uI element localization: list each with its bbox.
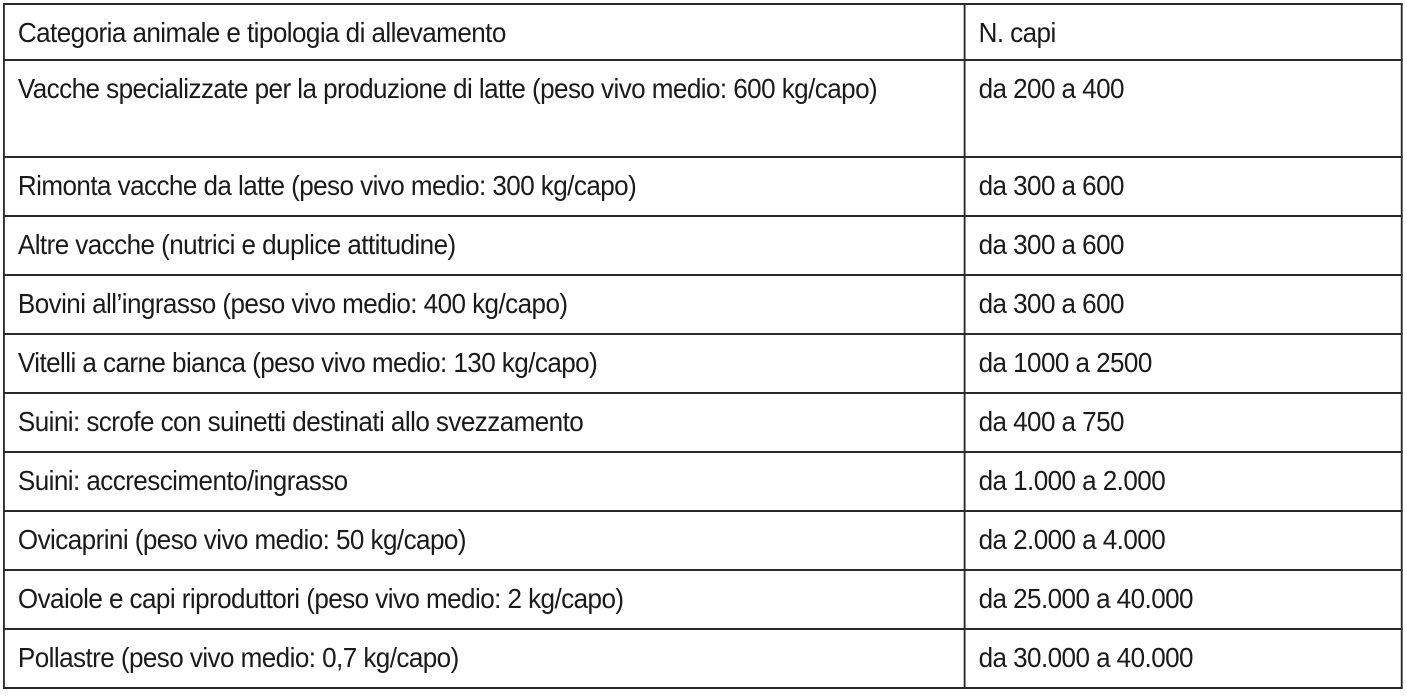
table-row (4, 275, 1402, 334)
table-row (4, 511, 1402, 570)
header-heads: N. capi (965, 4, 1402, 60)
table-row (4, 629, 1402, 688)
row-category: Ovaiole e capi riproduttori (peso vivo medio: 2 kg/capo) (4, 570, 965, 629)
row-category: Suini: scrofe con suinetti destinati allo svezzamento (4, 393, 965, 452)
livestock-table (3, 3, 1403, 689)
table-row (4, 570, 1402, 629)
row-heads: da 400 a 750 (965, 393, 1402, 452)
table-header-row (4, 4, 1402, 60)
row-heads: da 30.000 a 40.000 (965, 629, 1402, 688)
header-category: Categoria animale e tipologia di allevamento (4, 4, 965, 60)
table-row (4, 334, 1402, 393)
row-category: Ovicaprini (peso vivo medio: 50 kg/capo) (4, 511, 965, 570)
row-heads: da 2.000 a 4.000 (965, 511, 1402, 570)
row-heads: da 300 a 600 (965, 216, 1402, 275)
table-row (4, 157, 1402, 216)
row-heads: da 25.000 a 40.000 (965, 570, 1402, 629)
row-heads: da 200 a 400 (965, 60, 1402, 157)
row-category: Altre vacche (nutrici e duplice attitudine) (4, 216, 965, 275)
row-heads: da 300 a 600 (965, 157, 1402, 216)
row-category: Rimonta vacche da latte (peso vivo medio: 300 kg/capo) (4, 157, 965, 216)
table-row (4, 393, 1402, 452)
row-category: Suini: accrescimento/ingrasso (4, 452, 965, 511)
table-row (4, 216, 1402, 275)
table-row (4, 452, 1402, 511)
row-category: Vacche specializzate per la produzione di latte (peso vivo medio: 600 kg/capo) (4, 60, 965, 157)
row-category: Bovini all’ingrasso (peso vivo medio: 400 kg/capo) (4, 275, 965, 334)
row-category: Vitelli a carne bianca (peso vivo medio: 130 kg/capo) (4, 334, 965, 393)
table-row (4, 60, 1402, 157)
row-heads: da 1.000 a 2.000 (965, 452, 1402, 511)
row-category: Pollastre (peso vivo medio: 0,7 kg/capo) (4, 629, 965, 688)
row-heads: da 1000 a 2500 (965, 334, 1402, 393)
row-heads: da 300 a 600 (965, 275, 1402, 334)
